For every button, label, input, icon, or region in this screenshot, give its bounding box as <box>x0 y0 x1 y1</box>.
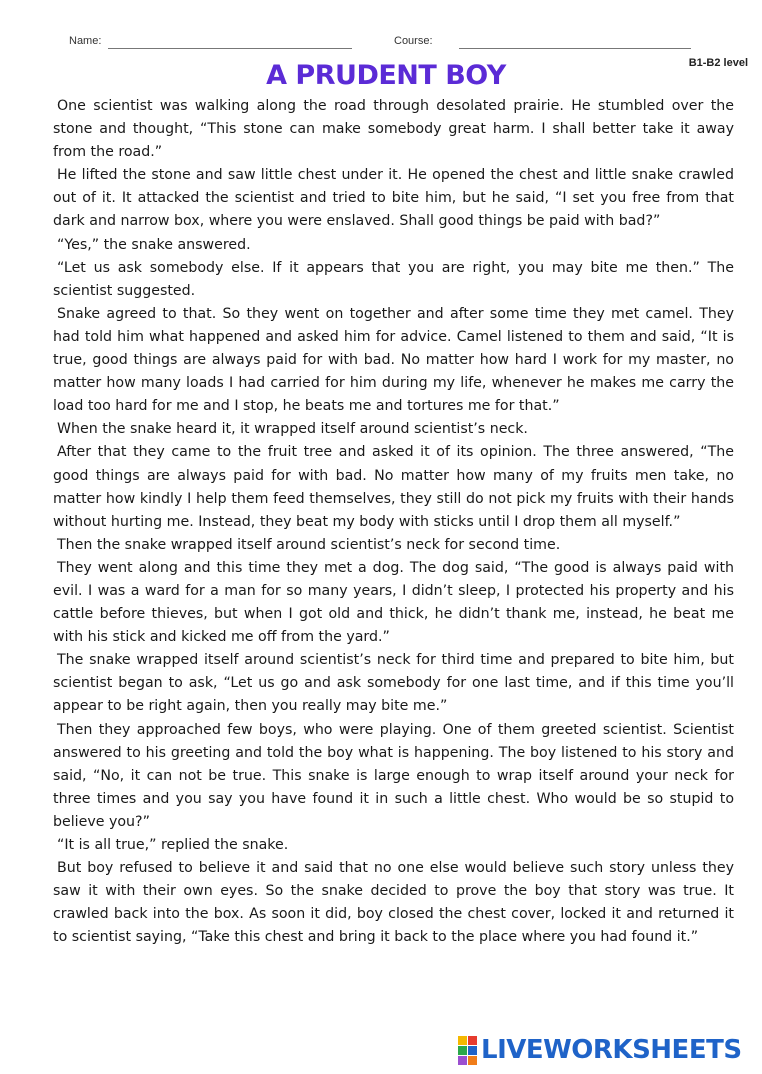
level-badge: B1-B2 level <box>688 57 748 69</box>
story-paragraph: “Yes,” the snake answered. <box>57 236 251 253</box>
logo-block <box>458 1046 467 1055</box>
story-paragraph: But boy refused to believe it and said that no one else would believe such story unless they saw it with their own eyes. So the snake decided to prove the boy that story was true. It crawled back into the box. As soon it did, boy closed the chest cover, locked it and returned it to scientist saying, “Take this chest and bring it back to the place where you had found it.” <box>53 860 734 946</box>
logo-block <box>468 1056 477 1065</box>
liveworksheets-logo[interactable] <box>458 1036 742 1064</box>
story-paragraph: When the snake heard it, it wrapped itself around scientist’s neck. <box>57 421 528 438</box>
name-label: Name: <box>69 35 102 47</box>
name-input-line[interactable] <box>108 48 352 49</box>
story-paragraph: He lifted the stone and saw little chest under it. He opened the chest and little snake crawled out of it. It attacked the scientist and tried to bite him, but he said, “I set you free from that dark and narrow box, where you were enslaved. Shall good things be paid with bad?” <box>53 167 734 230</box>
logo-block <box>468 1046 477 1055</box>
story-paragraph: After that they came to the fruit tree and asked it of its opinion. The three answered, “The good things are always paid for with bad. No matter how many of my fruits men take, no matter how kindly I help them feed themselves, they still do not pick my fruits with their hands without hurting me. Instead, they beat my body with sticks until I drop them all myself.” <box>53 444 734 530</box>
story-paragraph: “It is all true,” replied the snake. <box>57 837 289 853</box>
course-label: Course: <box>394 35 433 47</box>
story-paragraph: Then the snake wrapped itself around scientist’s neck for second time. <box>57 536 561 553</box>
logo-blocks-icon <box>458 1036 477 1065</box>
course-input-line[interactable] <box>459 48 691 49</box>
logo-block <box>458 1036 467 1045</box>
logo-block <box>468 1036 477 1045</box>
story-paragraph: They went along and this time they met a dog. The dog said, “The good is always paid with evil. I was a ward for a man for so many years, I didn’t sleep, I protected his property and his cattle before thieves, but when I got old and thick, he didn’t thank me, instead, he beat me with his stick and kicked me off from the yard.” <box>53 559 734 646</box>
logo-block <box>458 1056 467 1065</box>
story-paragraph: The snake wrapped itself around scientist’s neck for third time and prepared to bite him, but scientist began to ask, “Let us go and ask somebody for one last time, and if this time you’ll appear to be right again, then you really may bite me.” <box>53 652 734 715</box>
story-paragraph: Snake agreed to that. So they went on together and after some time they met camel. They had told him what happened and asked him for advice. Camel listened to them and said, “It is true, good things are always paid for with bad. No matter how hard I work for my master, no matter how many loads I had carried for him during my life, whenever he makes me carry the load too hard for me and I stop, he beats me and tortures me for that.” <box>53 305 734 415</box>
worksheet-title: A PRUDENT BOY <box>266 60 506 91</box>
logo-text: LIVEWORKSHEETS <box>481 1035 742 1065</box>
story-paragraph: Then they approached few boys, who were playing. One of them greeted scientist. Scientist answered to his greeting and told the boy what is happening. The boy listened to his story and said, “No, it can not be true. This snake is large enough to wrap itself around your neck for three times and you say you have found it in such a little chest. Who would be so stupid to believe you?” <box>53 721 734 830</box>
story-paragraph: “Let us ask somebody else. If it appears that you are right, you may bite me then.” The scientist suggested. <box>53 259 734 299</box>
story-text <box>53 95 734 949</box>
story-paragraph: One scientist was walking along the road through desolated prairie. He stumbled over the stone and thought, “This stone can make somebody great harm. I shall better take it away from the road.” <box>53 98 734 161</box>
